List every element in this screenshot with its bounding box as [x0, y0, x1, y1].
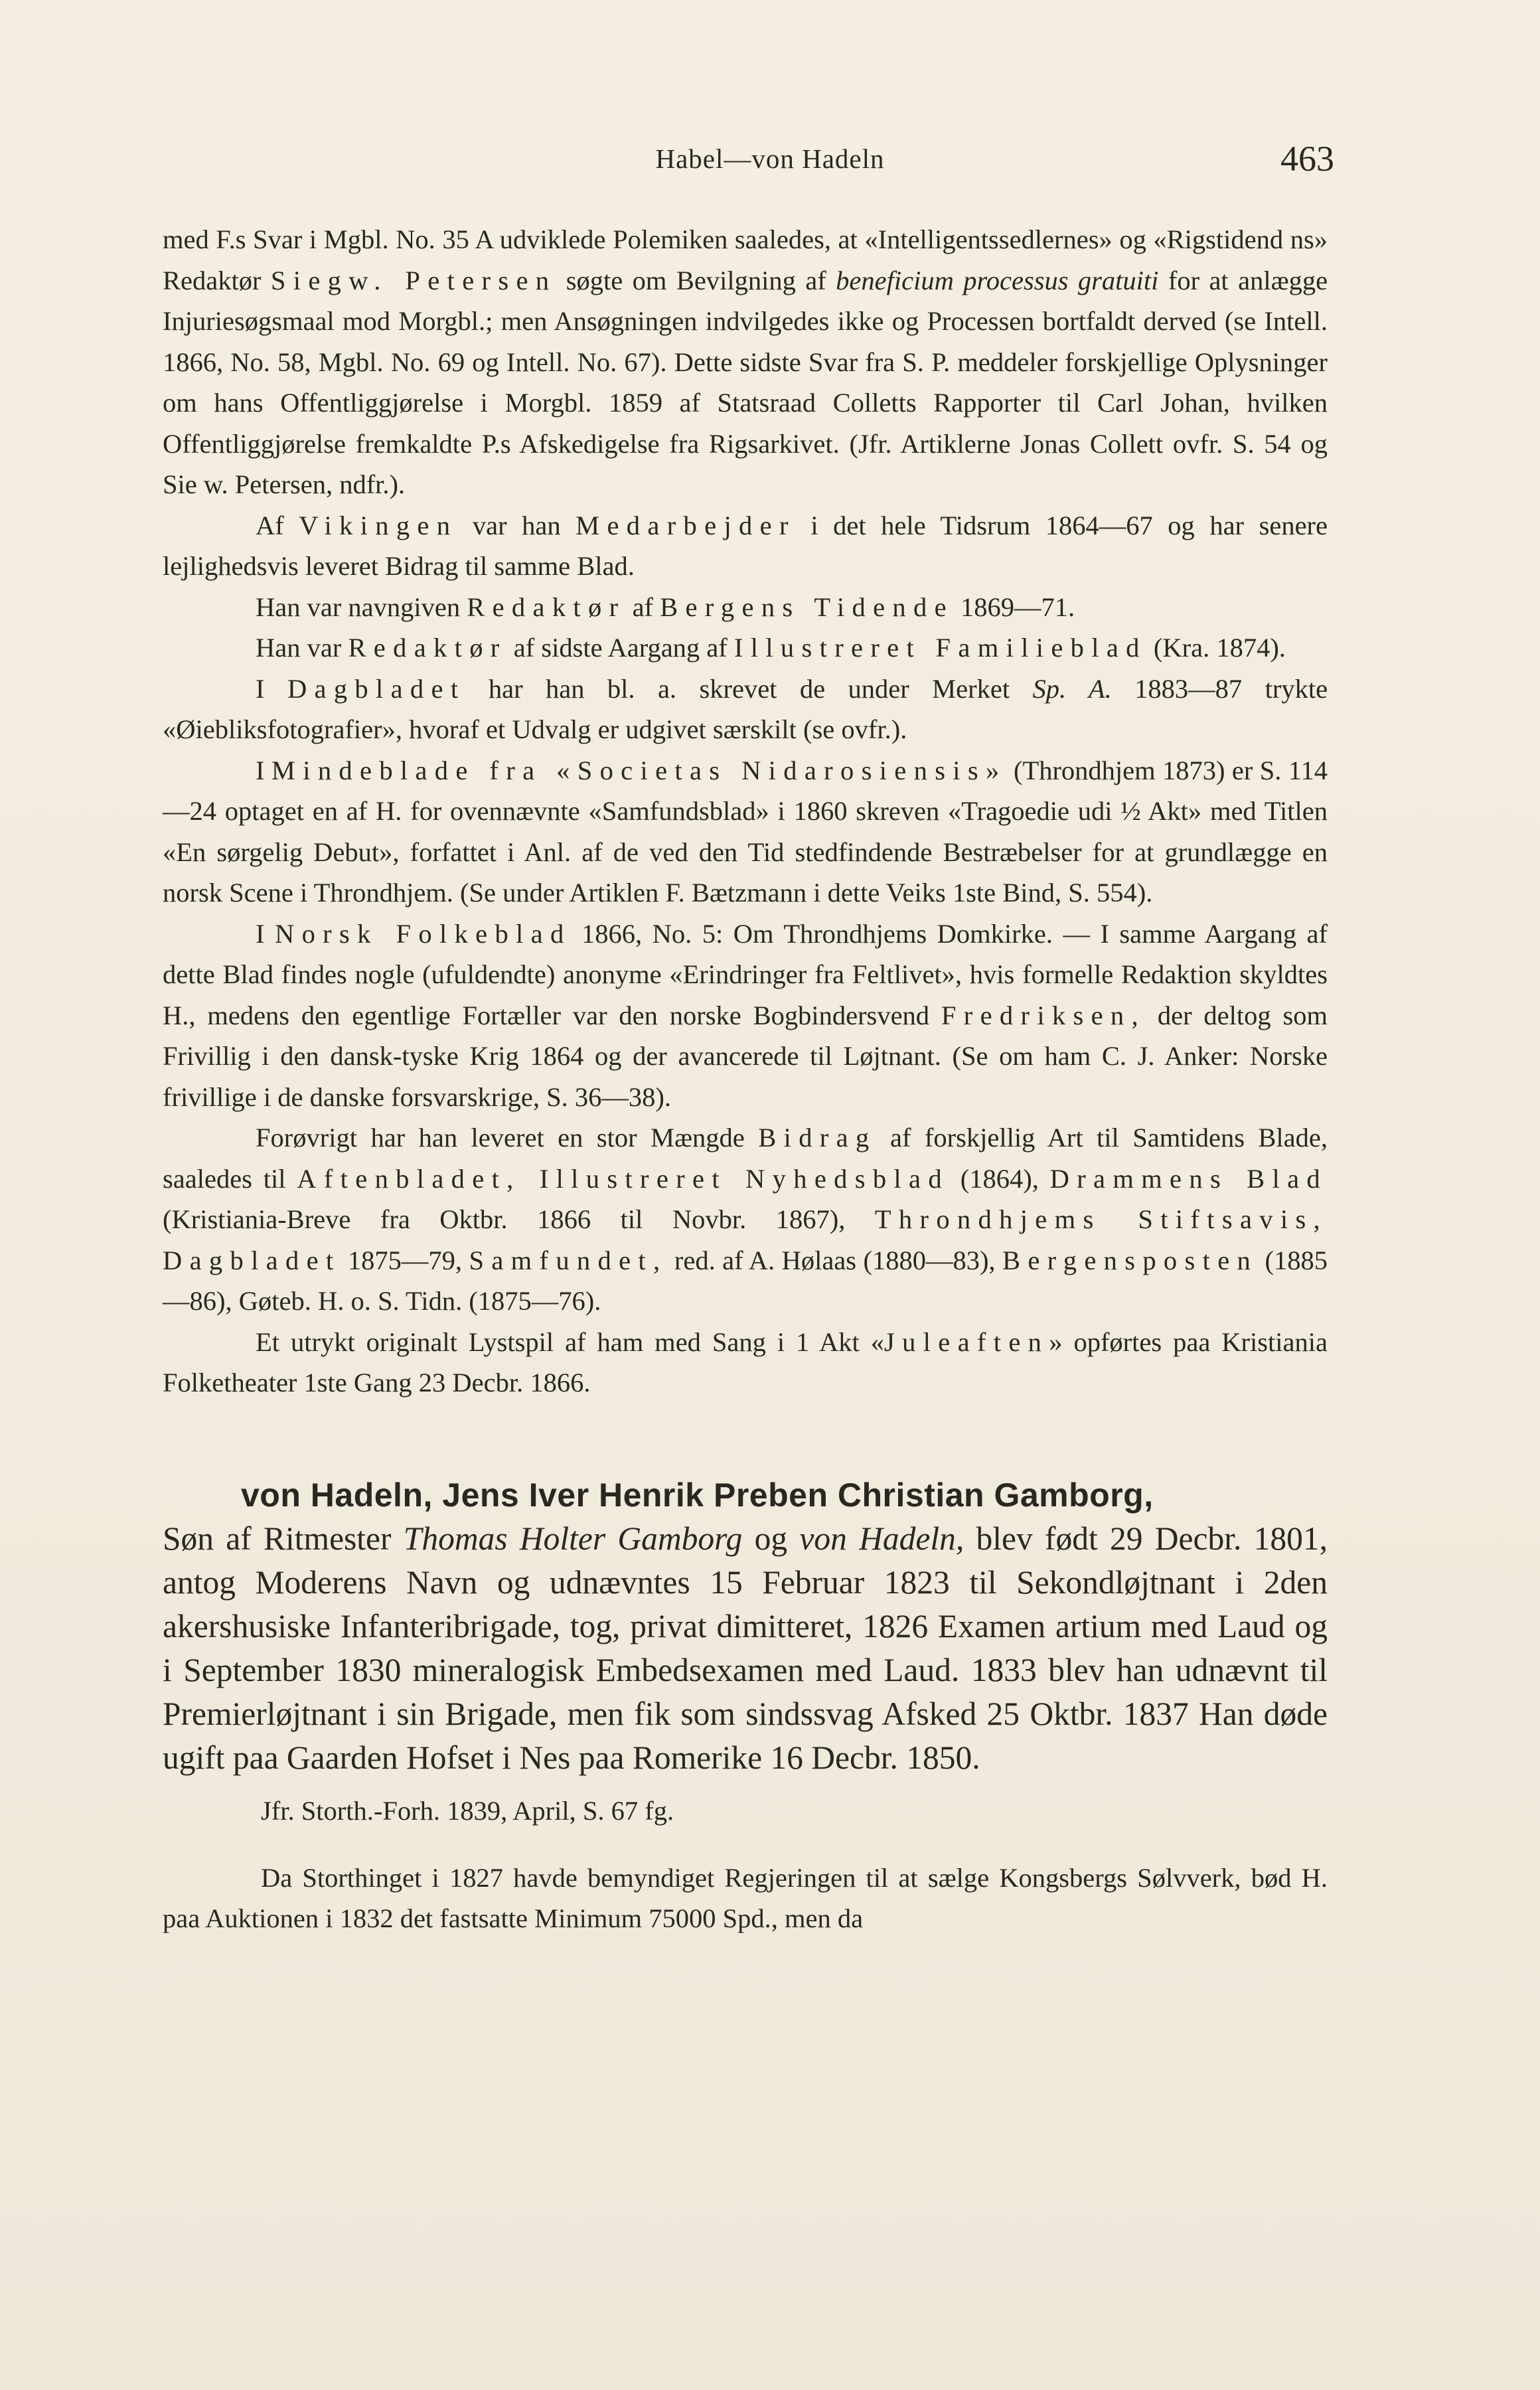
spaced-role: Medarbejder: [576, 510, 796, 540]
entry-habel-continuation: [163, 219, 1328, 1403]
spaced-title: Aftenbladet, Illustreret Nyhedsblad: [297, 1163, 949, 1194]
spaced-role: Redaktør: [348, 633, 507, 663]
text-run: og: [754, 1520, 788, 1557]
paragraph: [163, 914, 1328, 1118]
pen-name: Sp. A.: [1032, 673, 1112, 704]
text-run: (1864),: [960, 1163, 1039, 1194]
text-run: Af: [256, 510, 284, 540]
entry-von-hadeln: [163, 1473, 1328, 1939]
spaced-title: Bergensposten: [1002, 1245, 1259, 1275]
text-run: Et utrykt originalt Lystspil af ham med Sang i 1 Akt «: [256, 1326, 884, 1357]
text-run: Forøvrigt har han leveret en stor Mængde: [256, 1123, 745, 1153]
paragraph: [163, 587, 1328, 628]
paragraph: [163, 627, 1328, 669]
text-run: 1866, No. 5: Om Throndhjems Domkirke. — I samme Aargang af dette Blad findes nogle (ufuldendte) anonyme «Erindringer fra Feltlivet», hvis formelle Redaktion skyldtes H., medens den egentlige Fortæller var den norske Bogbindersvend: [163, 918, 1328, 1030]
spaced-title: Illustreret Familieblad: [733, 633, 1147, 663]
text-run: (Kristiania-Breve fra Oktbr. 1866 til Novbr. 1867),: [163, 1204, 846, 1234]
text-run: af sidste Aargang af: [513, 633, 728, 663]
paragraph: [163, 1322, 1328, 1403]
spaced-name: Fredriksen,: [941, 1000, 1146, 1030]
entry-headword: von Hadeln, Jens Iver Henrik Preben Christian Gamborg,: [241, 1476, 1154, 1514]
spaced-title: Bergens Tidende: [660, 592, 954, 622]
page-body: [163, 219, 1328, 1939]
text-run: 1875—79,: [347, 1245, 463, 1275]
text-run: med F.s Svar i Mgbl. No. 35 A udviklede Polemiken saaledes, at «Intelligentssedlernes» og «Rigstidend ns» Redaktør: [163, 224, 1328, 295]
paragraph: [163, 1117, 1328, 1322]
text-run: var han: [472, 510, 561, 540]
text-run: for at anlægge Injuriesøgsmaal mod Morgbl.; men Ansøgningen indvilgedes ikke og Processen bortfaldt derved (se Intell. 1866, No. 58, Mgbl. No. 69 og Intell. No. 67). Dette sidste Svar fra S. P. meddeler forskjellige Oplysninger om hans Offentliggjørelse i Morgbl. 1859 af Statsraad Colletts Rapporter til Carl Johan, hvilken Offentliggjørelse fremkaldte P.s Afskedigelse fra Rigsarkivet. (Jfr. Artiklerne Jonas Collett ovfr. S. 54 og Sie w. Petersen, ndfr.).: [163, 265, 1328, 499]
text-run: Søn af Ritmester: [163, 1520, 392, 1557]
text-run: I: [256, 673, 265, 704]
paragraph: [163, 505, 1328, 587]
running-title: Habel—von Hadeln: [655, 143, 885, 174]
text-run: 1883—87 trykte «Øiebliksfotografier», hvoraf et Udvalg er udgivet særskilt (se ovfr.).: [163, 673, 1328, 744]
paragraph: [163, 669, 1328, 750]
spaced-name: Siegw. Petersen: [270, 265, 557, 295]
text-run: I: [256, 918, 265, 949]
latin-phrase: beneficium processus gratuiti: [836, 265, 1159, 295]
mother-name: von Hadeln,: [799, 1520, 964, 1557]
spaced-title: Mindeblade fra «Societas Nidarosiensis»: [271, 755, 1007, 785]
entry-continuation: [163, 1858, 1328, 1939]
spaced-title: Samfundet,: [469, 1245, 668, 1275]
text-run: (Throndhjem 1873) er S. 114—24 optaget en af H. for ovennævnte «Samfundsblad» i 1860 skreven «Tragoedie udi ½ Akt» med Titlen «En sørgelig Debut», forfattet i Anl. af de ved den Tid stedfindende Bestræbelser for at grundlægge en norsk Scene i Throndhjem. (Se under Artiklen F. Bætzmann i dette Veiks 1ste Bind, S. 554).: [163, 755, 1328, 908]
spaced-role: Redaktør: [467, 592, 626, 622]
source-reference: Jfr. Storth.-Forh. 1839, April, S. 67 fg.: [261, 1795, 674, 1826]
entry-biography: [163, 1517, 1328, 1780]
spaced-title: Dagbladet: [287, 673, 466, 704]
spaced-title: Vikingen: [299, 510, 458, 540]
text-run: I: [256, 755, 265, 785]
text-run: af: [632, 592, 654, 622]
spaced-title: Juleaften: [884, 1326, 1049, 1357]
text-run: (1885—86), Gøteb. H. o. S. Tidn. (1875—76).: [163, 1245, 1328, 1316]
father-name: Thomas Holter Gamborg: [403, 1520, 743, 1557]
text-run: Han var: [256, 633, 342, 663]
text-run: i det hele Tidsrum 1864—67 og har senere lejlighedsvis leveret Bidrag til samme Blad.: [163, 510, 1328, 581]
text-run: søgte om Bevilgning af: [566, 265, 826, 295]
spaced-title: Throndhjems Stiftsavis, Dagbladet: [163, 1204, 1328, 1275]
text-run: » opførtes paa Kristiania Folketheater 1ste Gang 23 Decbr. 1866.: [163, 1326, 1328, 1397]
spaced-title: Drammens Blad: [1049, 1163, 1328, 1194]
text-run: 1869—71.: [961, 592, 1075, 622]
text-run: har han bl. a. skrevet de under Merket: [488, 673, 1010, 704]
text-run: (Kra. 1874).: [1153, 633, 1286, 663]
text-run: blev født 29 Decbr. 1801, antog Moderens Navn og udnævntes 15 Februar 1823 til Sekondløjtnant i 2den akershusiske Infanteribrigade, tog, privat dimitteret, 1826 Examen artium med Laud og i September 1830 mineralogisk Embedsexamen med Laud. 1833 blev han udnævnt til Premierløjtnant i sin Brigade, men fik som sindssvag Afsked 25 Oktbr. 1837 Han døde ugift paa Gaarden Hofset i Nes paa Romerike 16 Decbr. 1850.: [163, 1520, 1328, 1776]
text-run: Han var navngiven: [256, 592, 461, 622]
spaced-word: Bidrag: [758, 1123, 877, 1153]
text-run: af forskjellig Art til Samtidens Blade, saaledes til: [163, 1123, 1328, 1194]
paragraph: [163, 219, 1328, 505]
spaced-title: Norsk Folkeblad: [274, 918, 572, 949]
paragraph: Da Storthinget i 1827 havde bemyndiget Regjeringen til at sælge Kongsbergs Sølvverk, bød H. paa Auktionen i 1832 det fastsatte Minimum 75000 Spd., men da: [163, 1862, 1328, 1933]
text-run: red. af A. Hølaas (1880—83),: [674, 1245, 996, 1275]
text-run: der deltog som Frivillig i den dansk-tyske Krig 1864 og der avancerede til Løjtnant. (Se om ham C. J. Anker: Norske frivillige i de danske forsvarskrige, S. 36—38).: [163, 1000, 1328, 1112]
paragraph: [163, 750, 1328, 914]
page-number: 463: [1280, 139, 1334, 179]
